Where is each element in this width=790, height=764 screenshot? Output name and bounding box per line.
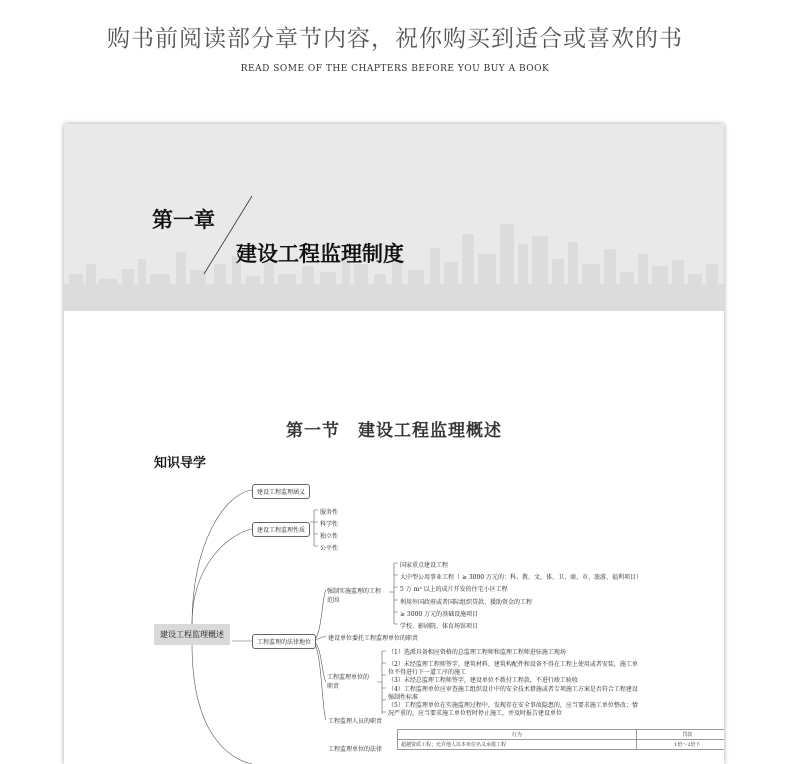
knowledge-guide-title: 知识导学 (154, 456, 207, 471)
duty-item: 强制性标准 (388, 694, 419, 701)
branch-nature-node: 建设工程监理性质 (252, 522, 310, 537)
nature-item: 科学性 (320, 521, 339, 528)
branch-legal-node: 工程监理的法律地位 (252, 634, 316, 649)
page-subheadline: READ SOME OF THE CHAPTERS BEFORE YOU BUY A BOOK (240, 64, 550, 74)
table-cell: 超越资质工程；允许他人以本单位名义承揽工程 (398, 740, 637, 750)
duty-item: （3）未经总监理工程师签字，建设单位不拨付工程款，不进行竣工验收 (388, 677, 578, 684)
nature-item: 独立性 (320, 533, 339, 540)
duty-item: 况严重的，应当要求施工单位暂时停止施工，并及时报告建设单位 (388, 710, 563, 717)
mindmap-root-node: 建设工程监理概述 (154, 624, 230, 645)
scope-item: 学校、影剧院、体育场馆项目 (400, 623, 479, 630)
legal-liability-label: 工程监理单位的法律 (328, 746, 383, 753)
nature-item: 服务性 (320, 509, 339, 516)
scope-item: 利用外国政府或者国际组织贷款、援助资金的工程 (400, 599, 533, 606)
scope-item: 5 万 m² 以上的成片开发的住宅小区工程 (400, 586, 508, 593)
chapter-number: 第一章 (152, 207, 215, 232)
table-cell: 1倍～2倍下 (636, 740, 724, 750)
book-page-preview (64, 124, 724, 764)
scope-item: ≥ 3000 万元的基础设施项目 (400, 611, 479, 618)
duty-item: （1）选派具备相应资格的总监理工程师和监理工程师进驻施工现场 (388, 649, 566, 656)
duty-label: 职责 (327, 683, 340, 690)
scope-item: 大中型公用事业工程（ ≥ 3000 万元的：科、教、文、体、卫、商、市、旅游、福利项目） (400, 574, 643, 581)
duty-item: （2）未经监理工程师签字，建筑材料、建筑构配件和设备不得在工程上使用或者安装，施工单 (388, 661, 638, 668)
table-header-cell: 行为 (398, 730, 637, 740)
page-headline: 购书前阅读部分章节内容，祝你购买到适合或喜欢的书 (107, 26, 683, 52)
nature-item: 公平性 (320, 545, 339, 552)
section-title: 第一节 建设工程监理概述 (286, 421, 502, 441)
table-row (398, 740, 725, 750)
duty-item: （5）工程监理单位在实施监理过程中，发现存在安全事故隐患的，应当要求施工单位整改；情 (388, 702, 638, 709)
liability-table (397, 729, 724, 750)
chapter-title: 建设工程监理制度 (236, 241, 404, 266)
scope-item: 国家重点建设工程 (400, 562, 449, 569)
table-header-cell: 罚款 (636, 730, 724, 740)
scope-label: 范围 (327, 597, 340, 604)
entrust-item: 建设单位委托工程监理单位的职责 (328, 635, 419, 642)
table-row (398, 730, 725, 740)
duty-item: 位不得进行下一道工序的施工 (388, 669, 467, 676)
scope-label: 强制实施监理的工程 (327, 588, 382, 595)
branch-meaning-node: 建设工程监理涵义 (252, 484, 310, 499)
duty-label: 工程监理单位的 (327, 674, 370, 681)
duty-item: （4）工程监理单位应审查施工组织设计中的安全技术措施或者专项施工方案是否符合工程建设 (388, 686, 638, 693)
staff-duty-item: 工程监理人员的职责 (328, 718, 383, 725)
